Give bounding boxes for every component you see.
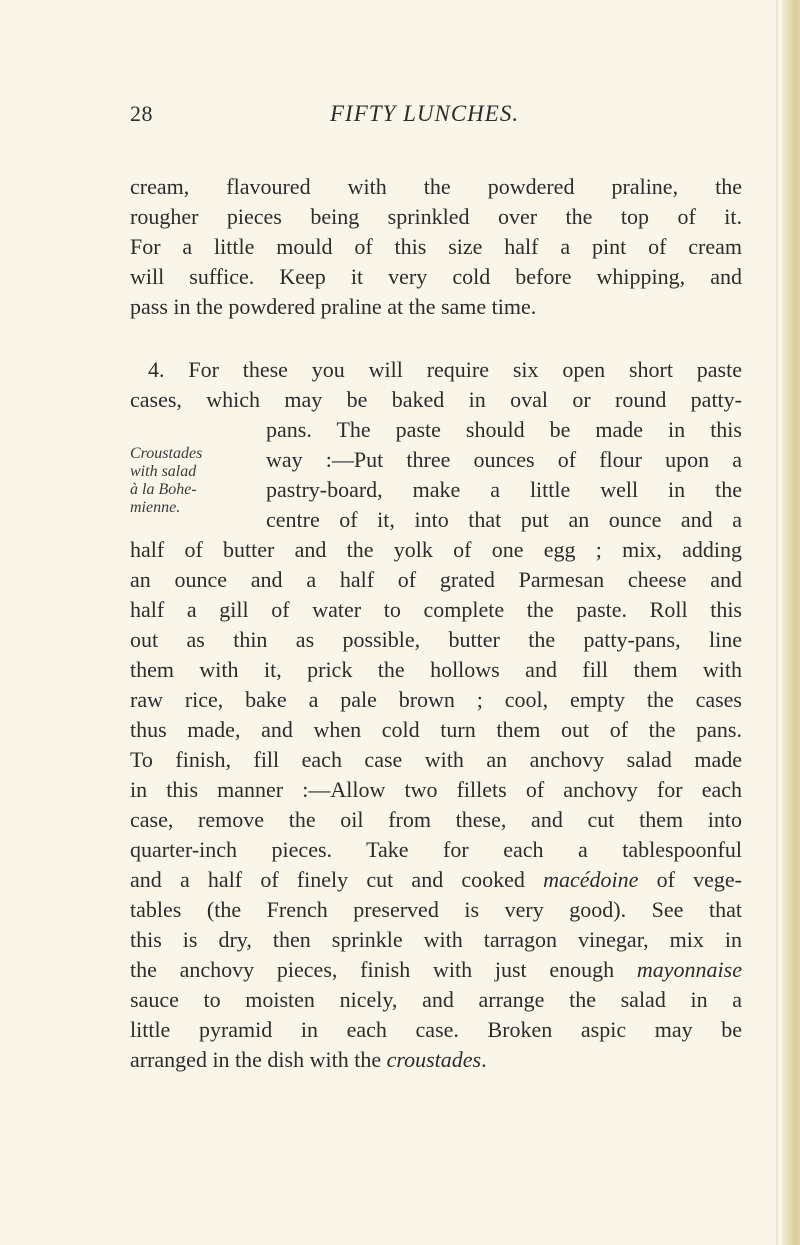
text-line (130, 1045, 742, 1075)
text-line: in this manner :—Allow two fillets of anchovy for each (130, 777, 742, 802)
text-line: rougher pieces being sprinkled over the top of it. (130, 204, 742, 229)
text-line: half of butter and the yolk of one egg ; mix, adding (130, 537, 742, 562)
text-line: case, remove the oil from these, and cut them into (130, 807, 742, 832)
text-line: raw rice, bake a pale brown ; cool, empty the cases (130, 687, 742, 712)
text-line: cases, which may be baked in oval or round patty- (130, 387, 742, 412)
text-line: sauce to moisten nicely, and arrange the salad in a (130, 987, 742, 1012)
text-line: tables (the French preserved is very good). See that (130, 897, 742, 922)
text-segment: the anchovy pieces, finish with just enough (130, 957, 637, 982)
page-edge-shadow (776, 0, 778, 1245)
italic-term: mayonnaise (636, 957, 742, 982)
text-line: an ounce and a half of grated Parmesan cheese and (130, 567, 742, 592)
margin-note-line: Croustades (130, 445, 203, 462)
text-line: quarter-inch pieces. Take for each a tablespoonful (130, 837, 742, 862)
text-line: centre of it, into that put an ounce and a (266, 507, 742, 532)
text-line: For a little mould of this size half a pint of cream (130, 234, 742, 259)
text-line: pans. The paste should be made in this (266, 417, 742, 442)
page-header (130, 101, 740, 131)
margin-note-line: with salad (130, 463, 197, 480)
text-line: To finish, fill each case with an anchovy salad made (130, 747, 742, 772)
text-segment: of vege- (638, 867, 742, 892)
text-line: out as thin as possible, butter the patty-pans, line (130, 627, 742, 652)
text-line (130, 865, 742, 895)
page-number: 28 (130, 101, 153, 126)
margin-note-line: mienne. (130, 499, 181, 516)
text-segment: arranged in the dish with the (130, 1047, 387, 1072)
text-line: 4. For these you will require six open short paste (148, 357, 742, 382)
text-line: half a gill of water to complete the paste. Roll this (130, 597, 742, 622)
paragraph-gap (130, 322, 742, 355)
page-edge (782, 0, 800, 1245)
text-line: this is dry, then sprinkle with tarragon vinegar, mix in (130, 927, 742, 952)
italic-term: macédoine (543, 867, 639, 892)
text-segment: and a half of finely cut and cooked (130, 867, 544, 892)
text-line: them with it, prick the hollows and fill them with (130, 657, 742, 682)
text-line: little pyramid in each case. Broken aspic may be (130, 1017, 742, 1042)
text-segment: . (481, 1047, 487, 1072)
italic-term: croustades (386, 1047, 482, 1072)
text-line: thus made, and when cold turn them out of the pans. (130, 717, 742, 742)
text-line: pastry-board, make a little well in the (266, 477, 742, 502)
text-line: pass in the powdered praline at the same time. (130, 294, 537, 319)
running-title: FIFTY LUNCHES. (330, 101, 520, 126)
text-line (130, 955, 742, 985)
body-text (130, 172, 742, 1075)
text-line: cream, flavoured with the powdered praline, the (130, 174, 742, 199)
margin-note-line: à la Bohe- (130, 481, 197, 498)
text-line: will suffice. Keep it very cold before whipping, and (130, 264, 742, 289)
text-line: way :—Put three ounces of flour upon a (266, 447, 742, 472)
